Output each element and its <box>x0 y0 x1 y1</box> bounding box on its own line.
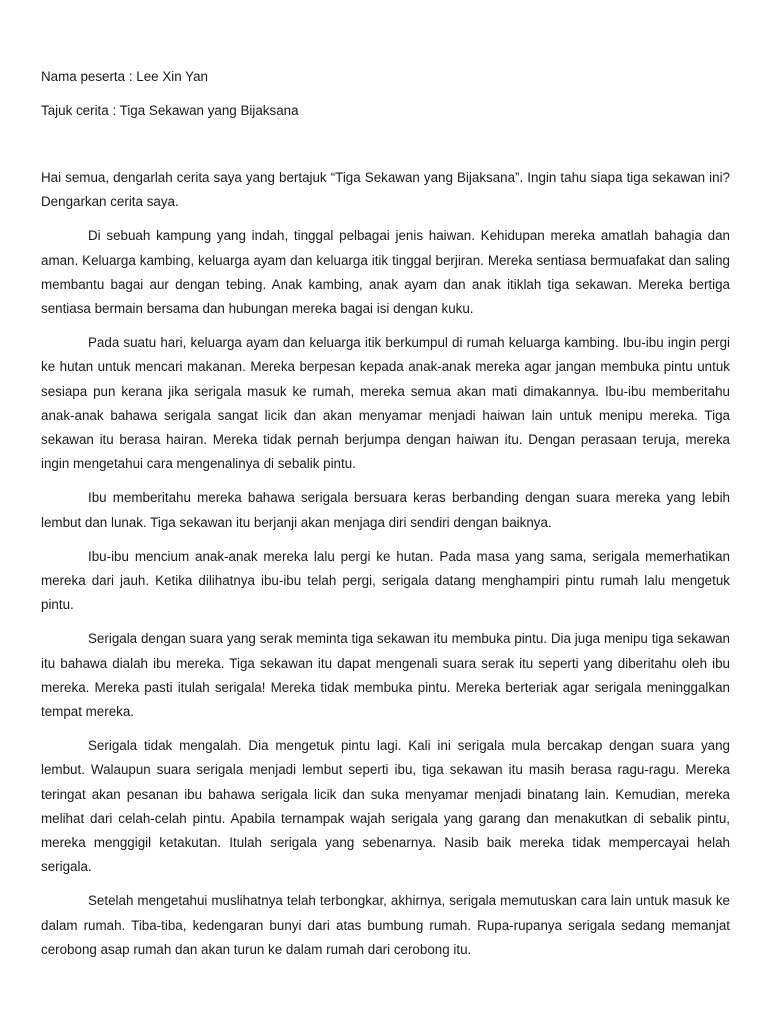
paragraph: Ibu-ibu mencium anak-anak mereka lalu pergi ke hutan. Pada masa yang sama, serigala memerhatikan mereka dari jauh. Ketika dilihatnya ibu-ibu telah pergi, serigala datang menghampiri pintu rumah lalu mengetuk pintu. <box>41 548 730 613</box>
paragraph: Ibu memberitahu mereka bahawa serigala bersuara keras berbanding dengan suara mereka yang lebih lembut dan lunak. Tiga sekawan itu berjanji akan menjaga diri sendiri dengan baiknya. <box>41 490 730 530</box>
paragraph: Pada suatu hari, keluarga ayam dan keluarga itik berkumpul di rumah keluarga kambing. Ibu-ibu ingin pergi ke hutan untuk mencari makanan. Mereka berpesan kepada anak-anak mereka agar jangan membuka pintu untuk sesiapa pun kerana jika serigala masuk ke rumah, mereka semua akan mati dimakannya. Ibu-ibu memberitahu anak-anak bahawa serigala sangat licik dan akan menyamar menjadi haiwan lain untuk menipu mereka. Tiga sekawan itu berasa hairan. Mereka tidak pernah berjumpa dengan haiwan itu. Dengan perasaan teruja, mereka ingin mengetahui cara mengenalinya di sebalik pintu. <box>41 335 730 472</box>
paragraph-intro: Hai semua, dengarlah cerita saya yang bertajuk “Tiga Sekawan yang Bijaksana”. Ingin tahu siapa tiga sekawan ini? Dengarkan cerita saya. <box>41 170 730 210</box>
story-title: Tajuk cerita : Tiga Sekawan yang Bijaksana <box>41 103 299 118</box>
paragraph: Serigala dengan suara yang serak meminta tiga sekawan itu membuka pintu. Dia juga menipu tiga sekawan itu bahawa dialah ibu mereka. Tiga sekawan itu dapat mengenali suara serak itu seperti yang diberitahu oleh ibu mereka. Mereka pasti itulah serigala! Mereka tidak membuka pintu. Mereka berteriak agar serigala meninggalkan tempat mereka. <box>41 631 730 720</box>
paragraph: Di sebuah kampung yang indah, tinggal pelbagai jenis haiwan. Kehidupan mereka amatlah bahagia dan aman. Keluarga kambing, keluarga ayam dan keluarga itik tinggal berjiran. Mereka sentiasa bermuafakat dan saling membantu bagai aur dengan tebing. Anak kambing, anak ayam dan anak itiklah tiga sekawan. Mereka bertiga sentiasa bermain bersama dan hubungan mereka bagai isi dengan kuku. <box>41 228 730 317</box>
paragraph: Serigala tidak mengalah. Dia mengetuk pintu lagi. Kali ini serigala mula bercakap dengan suara yang lembut. Walaupun suara serigala menjadi lembut seperti ibu, tiga sekawan itu masih berasa ragu-ragu. Mereka teringat akan pesanan ibu bahawa serigala licik dan suka menyamar menjadi binatang lain. Kemudian, mereka melihat dari celah-celah pintu. Apabila ternampak wajah serigala yang garang dan menakutkan di sebalik pintu, mereka menggigil ketakutan. Itulah serigala yang sebenarnya. Nasib baik mereka tidak mempercayai helah serigala. <box>41 738 730 875</box>
paragraph: Setelah mengetahui muslihatnya telah terbongkar, akhirnya, serigala memutuskan cara lain untuk masuk ke dalam rumah. Tiba-tiba, kedengaran bunyi dari atas bumbung rumah. Rupa-rupanya serigala sedang memanjat cerobong asap rumah dan akan turun ke dalam rumah dari cerobong itu. <box>41 893 730 957</box>
document-page <box>41 68 730 972</box>
participant-name: Nama peserta : Lee Xin Yan <box>41 69 208 84</box>
